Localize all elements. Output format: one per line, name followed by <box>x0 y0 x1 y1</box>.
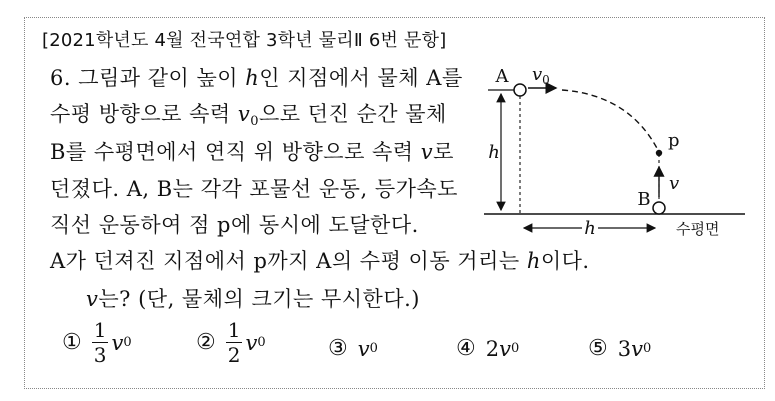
question-line-7: v는? (단, 물체의 크기는 무시한다.) <box>86 287 421 311</box>
label-h-horizontal: h <box>584 218 596 239</box>
choice-2[interactable]: ② $\frac{1}{2}$ v 0 <box>196 318 266 367</box>
point-p <box>656 150 662 156</box>
label-v0: $v_0$ <box>532 64 550 87</box>
ball-A <box>514 84 526 96</box>
label-p: p <box>668 130 680 151</box>
trajectory-A <box>562 90 659 152</box>
projectile-diagram <box>470 60 760 250</box>
question-line-6: A가 던져진 지점에서 p까지 A의 수평 이동 거리는 h이다. <box>50 249 590 273</box>
question-line-4: 던졌다. A, B는 각각 포물선 운동, 등가속도 <box>50 177 458 201</box>
choice-5[interactable]: ⑤ 3 v 0 <box>588 336 652 361</box>
question-line-2: 수평 방향으로 속력 $v_0$으로 던진 순간 물체 <box>50 102 447 129</box>
choice-1[interactable]: ① $\frac{1}{3}$ v 0 <box>62 318 132 367</box>
fraction-1-2: $\frac{1}{2}$ <box>227 318 241 367</box>
choice-3[interactable]: ③ v 0 <box>328 336 378 361</box>
label-v: v <box>669 173 680 194</box>
label-A: A <box>495 66 509 87</box>
label-ground: 수평면 <box>676 220 720 238</box>
question-line-3: B를 수평면에서 연직 위 방향으로 속력 v로 <box>50 140 454 164</box>
fraction-1-3: $\frac{1}{3}$ <box>93 318 107 367</box>
ball-B <box>653 202 665 214</box>
question-line-1: 6. 그림과 같이 높이 h인 지점에서 물체 A를 <box>50 66 463 90</box>
question-header: [2021학년도 4월 전국연합 3학년 물리Ⅱ 6번 문항] <box>42 30 447 51</box>
choice-4[interactable]: ④ 2 v 0 <box>456 336 520 361</box>
question-line-5: 직선 운동하여 점 p에 동시에 도달한다. <box>50 213 419 237</box>
label-h-vertical: h <box>488 142 500 163</box>
label-B: B <box>637 189 651 210</box>
